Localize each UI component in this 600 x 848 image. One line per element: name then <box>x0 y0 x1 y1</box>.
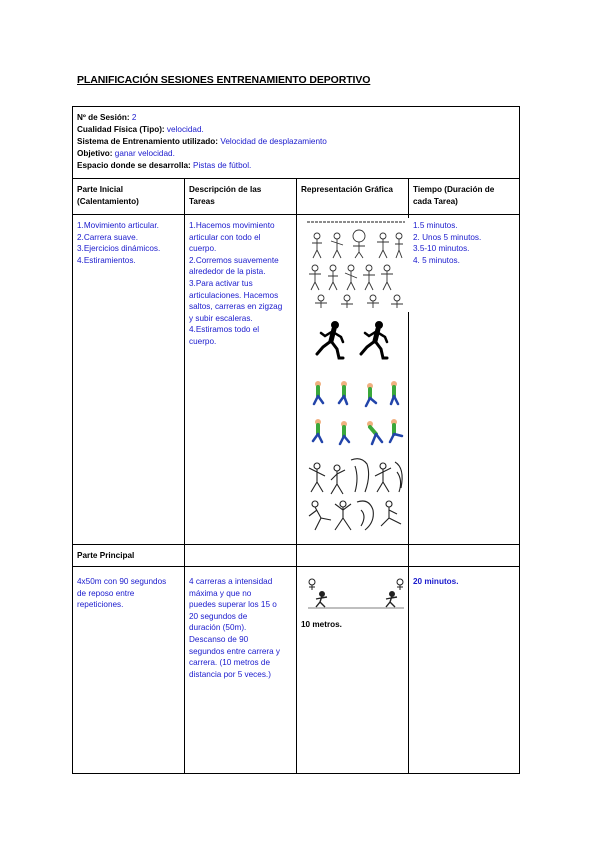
main-part-label: Parte Principal <box>77 551 135 560</box>
stretching-illustration <box>305 458 407 534</box>
initial-tasks-description: 1.Hacemos movimiento articular con todo el cuerpo. 2.Corremos suavemente alrededor de la pista. 3.Para activar tus articulaciones. Hacemos saltos, carreras en zigzag y subir escaleras. 4.Estiramos todo el cuerpo. <box>189 221 283 346</box>
main-activities-list: 4x50m con 90 segundos de reposo entre repeticiones. <box>77 577 167 610</box>
main-tasks-description: 4 carreras a intensidad máxima y que no puedes superar los 15 o 20 segundos de duración (50m). Descanso de 90 segundos entre carrera y carrera. (10 metros de distancia por 5 veces.) <box>189 577 281 679</box>
info-space: Espacio donde se desarrolla: Pistas de fútbol. <box>77 161 252 171</box>
dynamic-exercises-illustration <box>306 380 406 450</box>
info-physical-quality: Cualidad Física (Tipo): velocidad. <box>77 125 204 135</box>
info-session-number: Nº de Sesión: 2 <box>77 113 137 122</box>
info-training-system: Sistema de Entrenamiento utilizado: Velocidad de desplazamiento <box>77 137 327 147</box>
header-initial-part: Parte Inicial (Calentamiento) <box>77 185 139 206</box>
header-task-description: Descripción de las Tareas <box>189 185 262 206</box>
distance-label: 10 metros. <box>301 620 342 629</box>
info-objective: Objetivo: ganar velocidad. <box>77 149 175 159</box>
main-duration: 20 minutos. <box>413 577 459 586</box>
session-info <box>77 112 327 172</box>
sprint-distance-illustration <box>304 574 408 614</box>
page-title: PLANIFICACIÓN SESIONES ENTRENAMIENTO DEPORTIVO <box>77 74 371 86</box>
initial-activities-list: 1.Movimiento articular. 2.Carrera suave. 3.Ejercicios dinámicos. 4.Estiramientos. <box>77 221 161 265</box>
runners-silhouette-icon <box>313 320 403 362</box>
initial-durations-list: 1.5 minutos. 2. Unos 5 minutos. 3.5-10 minutos. 4. 5 minutos. <box>413 221 482 265</box>
header-graphic-representation: Representación Gráfica <box>301 185 393 194</box>
header-time: Tiempo (Duración de cada Tarea) <box>413 185 495 206</box>
joint-mobility-illustration <box>303 218 409 312</box>
